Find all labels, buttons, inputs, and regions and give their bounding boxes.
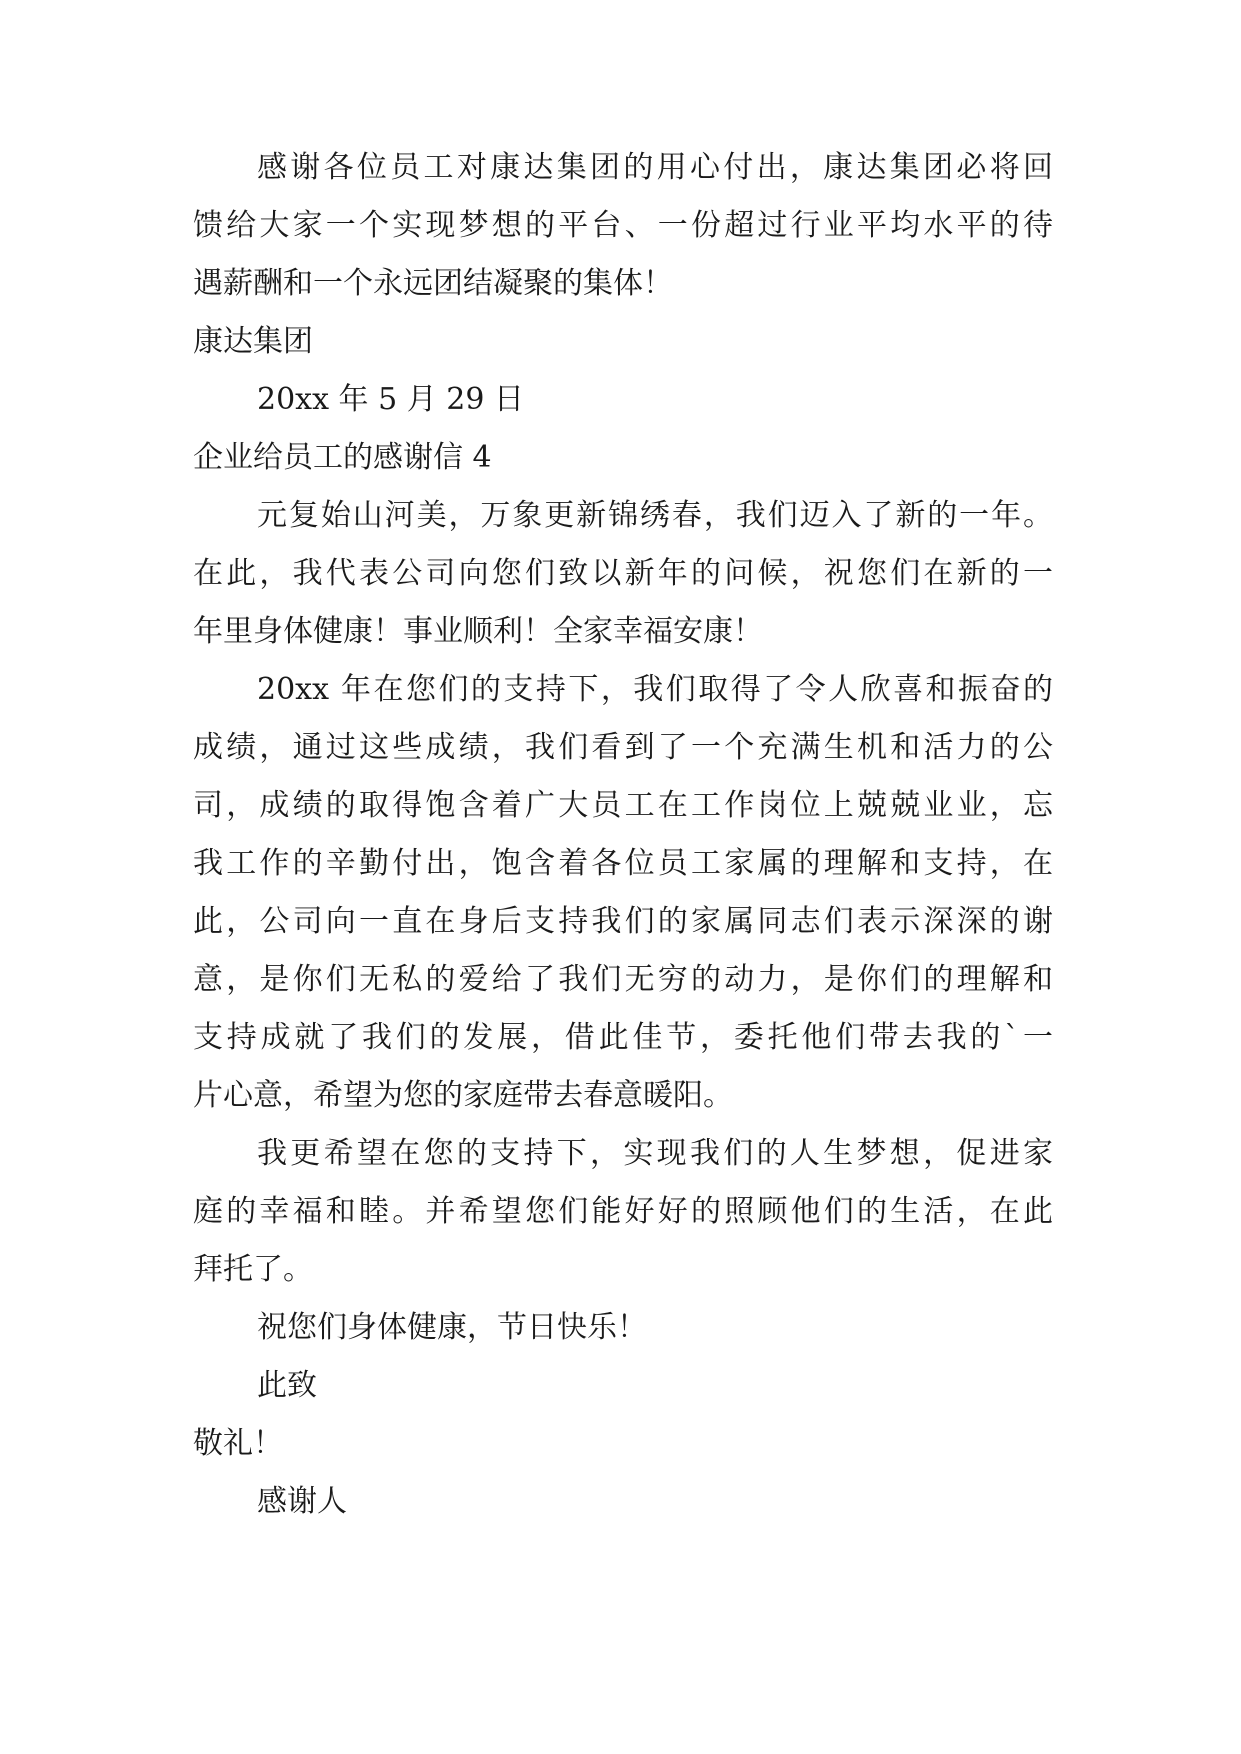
paragraph-line: 我更希望在您的支持下，实现我们的人生梦想，促进家	[257, 1136, 1053, 1171]
paragraph-line: 元复始山河美，万象更新锦绣春，我们迈入了新的一年。	[257, 498, 1053, 533]
paragraph-line: 馈给大家一个实现梦想的平台、一份超过行业平均水平的待	[193, 208, 1053, 243]
paragraph-line: 成绩，通过这些成绩，我们看到了一个充满生机和活力的公	[193, 730, 1053, 765]
closing-salutation: 此致	[257, 1368, 317, 1403]
signature-date: 20xx 年 5 月 29 日	[257, 382, 524, 417]
paragraph-line: 在此，我代表公司向您们致以新年的问候，祝您们在新的一	[193, 556, 1053, 591]
signature-company: 康达集团	[193, 324, 313, 359]
paragraph-line: 支持成就了我们的发展，借此佳节，委托他们带去我的`一	[193, 1020, 1053, 1055]
paragraph-line: 司，成绩的取得饱含着广大员工在工作岗位上兢兢业业，忘	[193, 788, 1053, 823]
closing-regards: 敬礼！	[193, 1426, 283, 1461]
paragraph-line: 意，是你们无私的爱给了我们无穷的动力，是你们的理解和	[193, 962, 1053, 997]
section-title: 企业给员工的感谢信 4	[193, 440, 492, 475]
paragraph-line: 片心意，希望为您的家庭带去春意暖阳。	[193, 1078, 733, 1113]
paragraph-line: 庭的幸福和睦。并希望您们能好好的照顾他们的生活，在此	[193, 1194, 1053, 1229]
signature-label: 感谢人	[257, 1484, 347, 1519]
paragraph-line: 年里身体健康！事业顺利！全家幸福安康！	[193, 614, 763, 649]
paragraph-line: 此，公司向一直在身后支持我们的家属同志们表示深深的谢	[193, 904, 1053, 939]
paragraph-line: 感谢各位员工对康达集团的用心付出，康达集团必将回	[257, 150, 1053, 185]
paragraph-line: 拜托了。	[193, 1252, 313, 1287]
closing-wish: 祝您们身体健康，节日快乐！	[257, 1310, 647, 1345]
paragraph-line: 20xx 年在您们的支持下，我们取得了令人欣喜和振奋的	[257, 672, 1053, 707]
paragraph-line: 我工作的辛勤付出，饱含着各位员工家属的理解和支持，在	[193, 846, 1053, 881]
paragraph-line: 遇薪酬和一个永远团结凝聚的集体！	[193, 266, 673, 301]
